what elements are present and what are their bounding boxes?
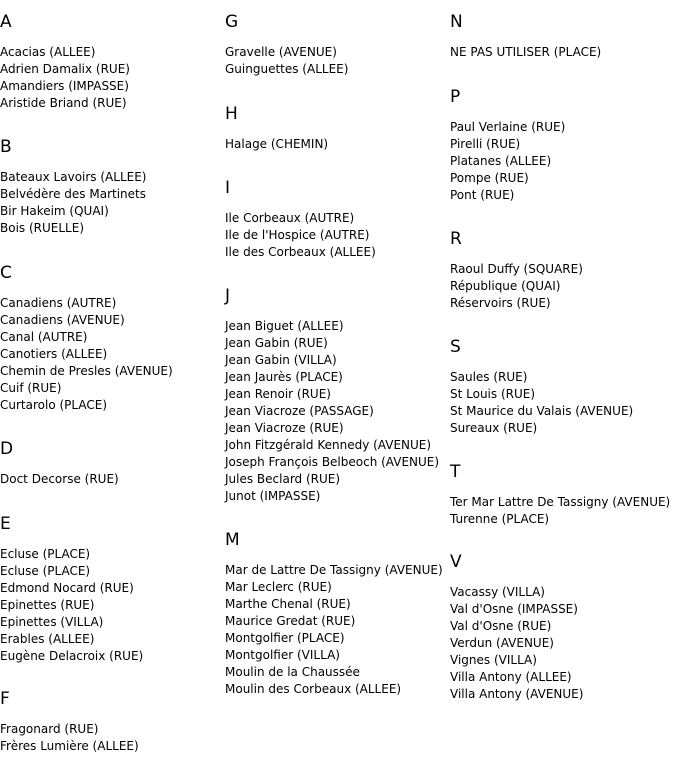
street-item: Pont (RUE) [450,188,515,202]
street-item: Ile Corbeaux (AUTRE) [225,211,355,225]
street-list [450,119,565,204]
section-s [450,337,634,435]
section-b [0,137,147,235]
street-item: Aristide Briand (RUE) [0,96,127,110]
street-item: Pirelli (RUE) [450,137,521,151]
street-item: Gravelle (AVENUE) [225,45,337,59]
section-j [225,286,440,503]
street-item: Adrien Damalix (RUE) [0,62,130,76]
street-list [450,494,670,528]
section-letter-heading: H [225,104,238,124]
street-item: St Louis (RUE) [450,387,536,401]
street-item: Acacias (ALLEE) [0,45,96,59]
section-m [225,530,443,696]
street-item: John Fitzgérald Kennedy (AVENUE) [225,438,432,452]
street-item: Montgolfier (PLACE) [225,631,345,645]
section-letter-heading: S [450,337,461,357]
street-item: Val d'Osne (IMPASSE) [450,602,578,616]
street-item: Raoul Duffy (SQUARE) [450,262,583,276]
street-list [225,44,348,78]
street-item: Montgolfier (VILLA) [225,648,340,662]
street-item: Verdun (AVENUE) [450,636,554,650]
section-letter-heading: M [225,530,240,550]
street-item: Platanes (ALLEE) [450,154,552,168]
street-item: Cuif (RUE) [0,381,62,395]
section-n [450,12,602,59]
street-item: Val d'Osne (RUE) [450,619,552,633]
street-item: Jean Viacroze (RUE) [225,421,344,435]
section-a [0,12,130,110]
street-item: Belvédère des Martinets [0,187,146,201]
street-item: Mar Leclerc (RUE) [225,580,332,594]
section-e [0,514,144,663]
street-item: St Maurice du Valais (AVENUE) [450,404,634,418]
section-i [225,178,376,259]
street-item: Erables (ALLEE) [0,632,95,646]
street-item: Réservoirs (RUE) [450,296,551,310]
street-item: Junot (IMPASSE) [225,489,321,503]
section-h [225,104,329,151]
section-letter-heading: F [0,689,10,709]
street-item: Curtarolo (PLACE) [0,398,107,412]
section-v [450,552,584,701]
street-item: Bateaux Lavoirs (ALLEE) [0,170,147,184]
street-item: NE PAS UTILISER (PLACE) [450,45,602,59]
street-item: Maurice Gredat (RUE) [225,614,356,628]
section-letter-heading: E [0,514,11,534]
street-item: Moulin de la Chaussée [225,665,360,679]
section-c [0,263,173,412]
street-item: Jean Renoir (RUE) [225,387,331,401]
street-item: Saules (RUE) [450,370,528,384]
street-item: Ecluse (PLACE) [0,547,91,561]
street-item: République (QUAI) [450,279,561,293]
street-item: Eugène Delacroix (RUE) [0,649,144,663]
section-f [0,689,139,753]
street-item: Paul Verlaine (RUE) [450,120,566,134]
street-item: Mar de Lattre De Tassigny (AVENUE) [225,563,443,577]
street-list [0,169,146,237]
street-item: Jules Beclard (RUE) [225,472,341,486]
street-item: Guinguettes (ALLEE) [225,62,349,76]
street-list [0,546,143,665]
street-item: Canadiens (AVENUE) [0,313,125,327]
street-item: Jean Gabin (RUE) [225,336,328,350]
street-item: Turenne (PLACE) [450,512,550,526]
street-item: Edmond Nocard (RUE) [0,581,134,595]
street-item: Canal (AUTRE) [0,330,88,344]
street-item: Jean Gabin (VILLA) [225,353,337,367]
street-item: Canotiers (ALLEE) [0,347,108,361]
street-item: Fragonard (RUE) [0,722,99,736]
street-item: Halage (CHEMIN) [225,137,329,151]
street-item: Ile des Corbeaux (ALLEE) [225,245,376,259]
street-list [225,136,328,153]
section-letter-heading: R [450,229,462,249]
section-letter-heading: B [0,137,12,157]
street-list [225,318,439,505]
street-item: Bir Hakeim (QUAI) [0,204,109,218]
street-item: Pompe (RUE) [450,171,529,185]
street-list [0,471,119,488]
section-p [450,87,566,202]
section-r [450,229,583,310]
street-item: Sureaux (RUE) [450,421,538,435]
section-letter-heading: I [225,178,231,198]
street-item: Ecluse (PLACE) [0,564,91,578]
street-item: Chemin de Presles (AVENUE) [0,364,173,378]
street-item: Villa Antony (AVENUE) [450,687,584,701]
street-item: Villa Antony (ALLEE) [450,670,572,684]
street-item: Vacassy (VILLA) [450,585,545,599]
street-item: Ter Mar Lattre De Tassigny (AVENUE) [450,495,671,509]
section-letter-heading: J [225,286,231,306]
section-g [225,12,349,76]
street-item: Moulin des Corbeaux (ALLEE) [225,682,402,696]
street-item: Bois (RUELLE) [0,221,84,235]
street-list [225,210,376,261]
street-item: Marthe Chenal (RUE) [225,597,351,611]
street-item: Canadiens (AUTRE) [0,296,117,310]
street-list [0,295,173,414]
street-item: Jean Jaurès (PLACE) [225,370,343,384]
section-letter-heading: T [450,462,461,482]
street-item: Amandiers (IMPASSE) [0,79,129,93]
street-list [0,44,130,112]
street-item: Frères Lumière (ALLEE) [0,739,139,753]
section-letter-heading: P [450,87,461,107]
street-item: Vignes (VILLA) [450,653,537,667]
street-list [450,369,633,437]
street-item: Epinettes (VILLA) [0,615,104,629]
street-item: Doct Decorse (RUE) [0,472,119,486]
street-item: Jean Viacroze (PASSAGE) [225,404,374,418]
section-letter-heading: N [450,12,463,32]
section-letter-heading: A [0,12,12,32]
section-letter-heading: D [0,439,14,459]
street-list [0,721,139,755]
section-letter-heading: V [450,552,462,572]
section-letter-heading: C [0,263,12,283]
street-item: Ile de l'Hospice (AUTRE) [225,228,370,242]
section-d [0,439,119,486]
street-item: Jean Biguet (ALLEE) [225,319,344,333]
street-list [450,584,583,703]
street-list [450,261,583,312]
section-t [450,462,671,526]
street-list [225,562,443,698]
street-item: Joseph François Belbeoch (AVENUE) [225,455,440,469]
street-list [450,44,601,61]
street-item: Epinettes (RUE) [0,598,95,612]
section-letter-heading: G [225,12,239,32]
